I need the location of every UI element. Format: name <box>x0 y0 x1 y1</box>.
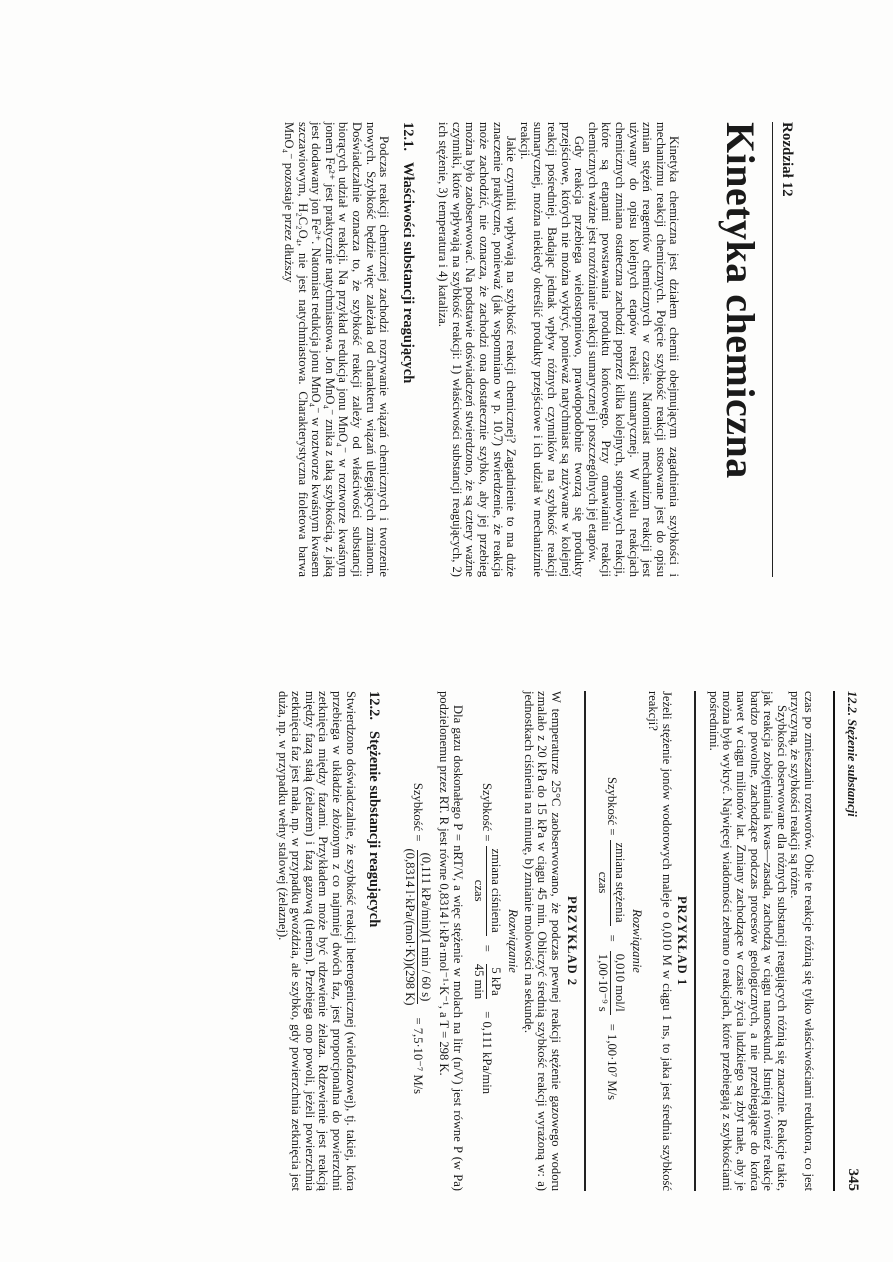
formula-lhs: Szybkość = <box>480 782 495 842</box>
section-number: 12.1. <box>399 122 416 151</box>
example-2-gas-paragraph: Dla gazu doskonałego P = nRT/V, a więc stężenie w molach na litr (n/V) jest równe P (w Pa) podzielonemu przez RT. R jest równe 0,8314 l·kPa·mol⁻¹·K⁻¹, a T = 298 K. <box>436 691 465 1191</box>
example-2-solution-label: Rozwiązanie <box>506 909 521 973</box>
right-column <box>275 691 815 1191</box>
chapter-rule <box>772 122 773 577</box>
example-1-formula <box>596 691 626 1191</box>
fraction-1 <box>596 840 626 926</box>
running-head-text: 12.2. Stężenie substancji <box>845 691 859 817</box>
intro-paragraph-3: Jakie czynniki wpływają na szybkość reakcji chemicznej? Zagadnienie to ma duże znaczenie praktyczne, ponieważ (jak wspomniano w p. 10.7) stwierdzenie, że reakcja może zachodzić, nie oznacza, że zachodzi ona dostatecznie szybko, aby jej przebieg można było zaobserwować. Na podstawie doświadczeń stwierdzono, że są cztery ważne czynniki, które wpływają na szybkość reakcji: 1) właściwości substancji reagujących, 2) ich stężenie, 3) temperatura i 4) kataliza. <box>436 122 519 577</box>
left-column <box>281 122 793 577</box>
example-2-formula-2 <box>402 691 432 1191</box>
rates-paragraph: Szybkości obserwowane dla różnych substancji reagujących różnią się znacznie. Reakcje takie, jak reakcja zobojętniania kwas—zasada, zachodzą w ciągu nanosekund. Istnieją również reakcje bardzo powolne, zachodzące podczas procesów geologicznych, a nie przebiegające do końca nawet w ciągu milionów lat. Zmiany zachodzące w czasie życia ludzkiego są zbyt małe, aby je można było wykryć. Najwięcej wiadomości zebrano o reakcjach, które przebiegają z szybkościami pośrednimi. <box>706 691 789 1191</box>
formula-result: = 1,00·10⁷ M/s <box>604 1023 619 1100</box>
formula-lhs: Szybkość = <box>604 776 619 836</box>
right-page <box>0 631 893 1262</box>
intro-paragraph-1: Kinetyka chemiczna jest działem chemii obejmującym zagadnienia szybkości i mechanizmu reakcji chemicznych. Pojęcie szybkość reakcji stosowane jest do opisu zmian stężeń reagentów chemicznych w czasie. Natomiast mechanizm reakcji jest używany do opisu kolejnych etapów reakcji sumarycznej. W wielu reakcjach chemicznych zmiana ostateczna zachodzi poprzez kilka kolejnych, stopniowych reakcji, które są etapami powstawania produktu końcowego. Przy omawianiu reakcji chemicznych ważne jest rozróżnianie reakcji sumarycznej i poszczególnych jej etapów. <box>585 122 682 577</box>
example-2-text: W temperaturze 25°C zaobserwowano, że podczas pewnej reakcji stężenie gazowego wodoru zmalało z 20 kPa do 15 kPa w ciągu 45 min. Obliczyć średnią szybkość reakcji wyrażoną w: a) jednostkach ciśnienia na minutę, b) zmianie molowości na sekundę. <box>521 691 564 1191</box>
section-heading-12-1 <box>400 122 414 577</box>
fraction-2 <box>472 961 502 1002</box>
chapter-title: Kinetyka chemiczna <box>718 122 764 479</box>
denominator: 1,00·10⁻⁹ s <box>596 953 611 1012</box>
section-heading-12-2 <box>367 691 381 1191</box>
denominator: (0,8314 l·kPa/(mol·K))(298 K) <box>402 848 417 1006</box>
fraction-3 <box>402 845 432 1008</box>
equals: = <box>604 934 619 942</box>
fraction-1 <box>472 846 502 936</box>
formula-result: = 0,111 kPa/min <box>480 1011 495 1095</box>
page-number: 345 <box>845 1168 861 1191</box>
denominator: czas <box>472 879 487 902</box>
numerator: zmiana ciśnienia <box>486 846 502 936</box>
section-number: 12.2. <box>366 691 383 720</box>
chapter-label: Rozdział 12 <box>779 122 795 197</box>
fraction-2 <box>596 951 626 1015</box>
numerator: (0,111 kPa/min)(1 min / 60 s) <box>417 850 433 1005</box>
denominator: 45 min <box>472 963 487 1000</box>
formula-result: = 7,5·10⁻⁷ M/s <box>411 1017 426 1095</box>
running-head <box>844 691 859 1191</box>
formula-lhs: Szybkość = <box>411 782 426 842</box>
example-2 <box>402 691 586 1191</box>
example-1-solution-label: Rozwiązanie <box>630 909 645 973</box>
denominator: czas <box>596 871 611 894</box>
numerator: 5 kPa <box>486 964 502 998</box>
continued-paragraph: czas po zmieszaniu roztworów. Obie te reakcje różnią się tylko właściwościami reduktora, co jest przyczyną, że szybkości reakcji są różne. <box>788 691 816 1191</box>
intro-paragraph-2: Gdy reakcja przebiega wielostopniowo, prawdopodobnie tworzą się produkty przejściowe, których nie można wykryć, ponieważ natychmiast są zużywane w kolejnej reakcji pośredniej. Badając jednak wpływ różnych czynników na szybkość reakcji sumarycznej, można niekiedy określić produkty przejściowe i ich udział w mechanizmie reakcji. <box>517 122 587 577</box>
section-paragraph: Stwierdzono doświadczalnie, że szybkość reakcji heterogenicznej (wielofazowej), tj. takiej, która przebiega w układzie złożonym z co najmniej dwóch faz, jest proporcjonalna do powierzchni zetknięcia między fazami. Przykładem może być rdzewienie żelaza. Rdzewienie jest reakcją między fazą stałą (żelazem) i fazą gazową (tlenem). Przebiega ono powoli, jeżeli powierzchnia zetknięcia faz jest mała, np. w przypadku gwoździa, ale szybko, gdy powierzchnia zetknięcia jest duża, np. w przypadku wełny stalowej (żelaznej). <box>275 691 358 1191</box>
example-1-text: Jeżeli stężenie jonów wodorowych maleje o 0,010 M w ciągu 1 ns, to jaka jest średnia szybkość reakcji? <box>646 691 674 1191</box>
example-2-title: PRZYKŁAD 2 <box>564 895 579 987</box>
numerator: 0,010 mol/l <box>610 951 626 1015</box>
example-2-formula-1 <box>472 691 502 1191</box>
equals: = <box>480 944 495 952</box>
section-paragraph: Podczas reakcji chemicznej zachodzi rozrywanie wiązań chemicznych i tworzenie nowych. Szybkość będzie więc zależała od charakteru wiązań ulegających zmianom. Doświadczalnie oznacza to, że szybkość reakcji zależy od właściwości substancji biorących udział w reakcji. Na przykład redukcja jonu MnO₄⁻ w roztworze kwaśnym jonem Fe²⁺ jest praktycznie natychmiastowa. Jon MnO₄⁻ znika z taką szybkością, z jaką jest dodawany jon Fe²⁺. Natomiast redukcja jonu MnO₄⁻ w roztworze kwaśnym kwasem szczawiowym, H₂C₂O₄, nie jest natychmiastowa. Charakterystyczna fioletowa barwa MnO₄⁻ pozostaje przez dłuższy <box>281 122 392 577</box>
section-title: Stężenie substancji reagujących <box>366 731 383 928</box>
numerator: zmiana stężenia <box>610 840 626 926</box>
header-rule <box>833 691 835 1191</box>
section-title: Właściwości substancji reagujących <box>399 162 416 384</box>
example-1 <box>596 691 697 1191</box>
example-1-title: PRZYKŁAD 1 <box>675 895 690 987</box>
